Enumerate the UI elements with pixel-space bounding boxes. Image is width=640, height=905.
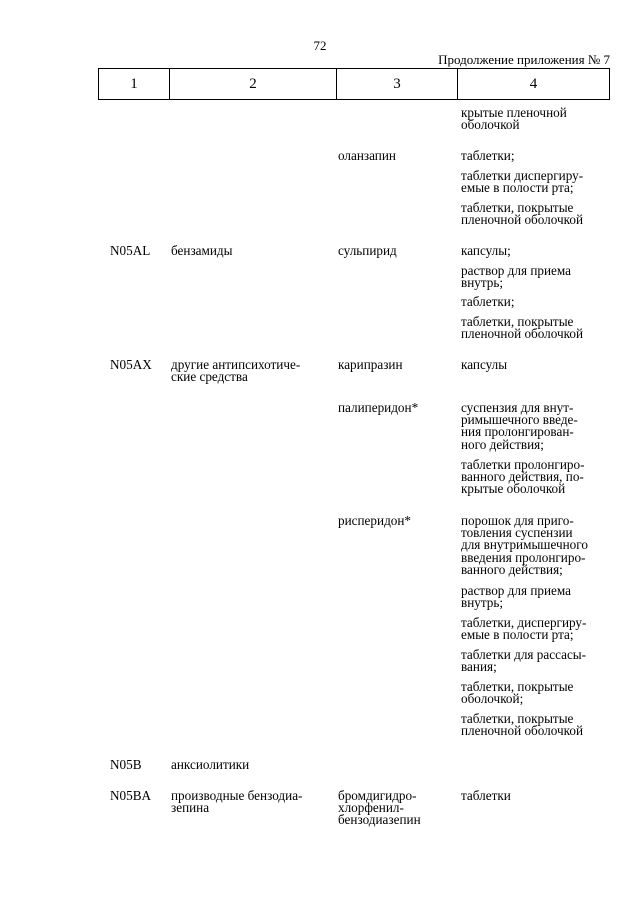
header-col-4: 4 bbox=[458, 69, 610, 100]
form-text: таблетки; bbox=[461, 148, 515, 163]
form-text: крытые пленочной оболочкой bbox=[461, 105, 567, 133]
header-col-1: 1 bbox=[99, 69, 170, 100]
header-col-2: 2 bbox=[170, 69, 337, 100]
atc-code: N05B bbox=[110, 757, 142, 772]
drug-name: бромдигидро- хлорфенил- бензодиазепин bbox=[338, 788, 421, 828]
atc-code: N05AX bbox=[110, 357, 152, 372]
header-col-3: 3 bbox=[337, 69, 458, 100]
form-text: таблетки, покрытые пленочной оболочкой bbox=[461, 200, 584, 228]
group-name: производные бензодиа- зепина bbox=[171, 788, 303, 816]
group-name: анксиолитики bbox=[171, 757, 250, 772]
form-text: капсулы; bbox=[461, 243, 511, 258]
form-text: суспензия для внут- римышечного введе- ния пролонгирован- ного действия; bbox=[461, 400, 578, 452]
form-text: таблетки для рассасы- вания; bbox=[461, 647, 587, 675]
form-text: таблетки, покрытые пленочной оболочкой bbox=[461, 711, 584, 739]
form-text: капсулы bbox=[461, 357, 508, 372]
drug-name: рисперидон* bbox=[338, 513, 412, 528]
form-text: порошок для приго- товления суспензии для внутримышечного введения пролонгиро- ванного действия; bbox=[461, 513, 588, 577]
drug-name: сульпирид bbox=[338, 243, 397, 258]
drug-name: карипразин bbox=[338, 357, 403, 372]
form-text: таблетки пролонгиро- ванного действия, по- крытые оболочкой bbox=[461, 457, 585, 497]
header-row bbox=[99, 69, 610, 100]
form-text: таблетки диспергиру- емые в полости рта; bbox=[461, 168, 584, 196]
drug-name: оланзапин bbox=[338, 148, 396, 163]
form-text: таблетки, покрытые оболочкой; bbox=[461, 679, 574, 707]
form-text: таблетки, покрытые пленочной оболочкой bbox=[461, 314, 584, 342]
atc-code: N05AL bbox=[110, 243, 151, 258]
header-table bbox=[98, 68, 610, 100]
atc-code: N05BA bbox=[110, 788, 152, 803]
form-text: раствор для приема внутрь; bbox=[461, 263, 572, 291]
drug-name: палиперидон* bbox=[338, 400, 419, 415]
continuation-note: Продолжение приложения № 7 bbox=[438, 52, 610, 67]
group-name: бензамиды bbox=[171, 243, 233, 258]
form-text: раствор для приема внутрь; bbox=[461, 583, 572, 611]
form-text: таблетки, диспергиру- емые в полости рта; bbox=[461, 615, 587, 643]
form-text: таблетки; bbox=[461, 294, 515, 309]
page-number: 72 bbox=[313, 38, 327, 53]
form-text: таблетки bbox=[461, 788, 511, 803]
group-name: другие антипсихотиче- ские средства bbox=[171, 357, 301, 385]
